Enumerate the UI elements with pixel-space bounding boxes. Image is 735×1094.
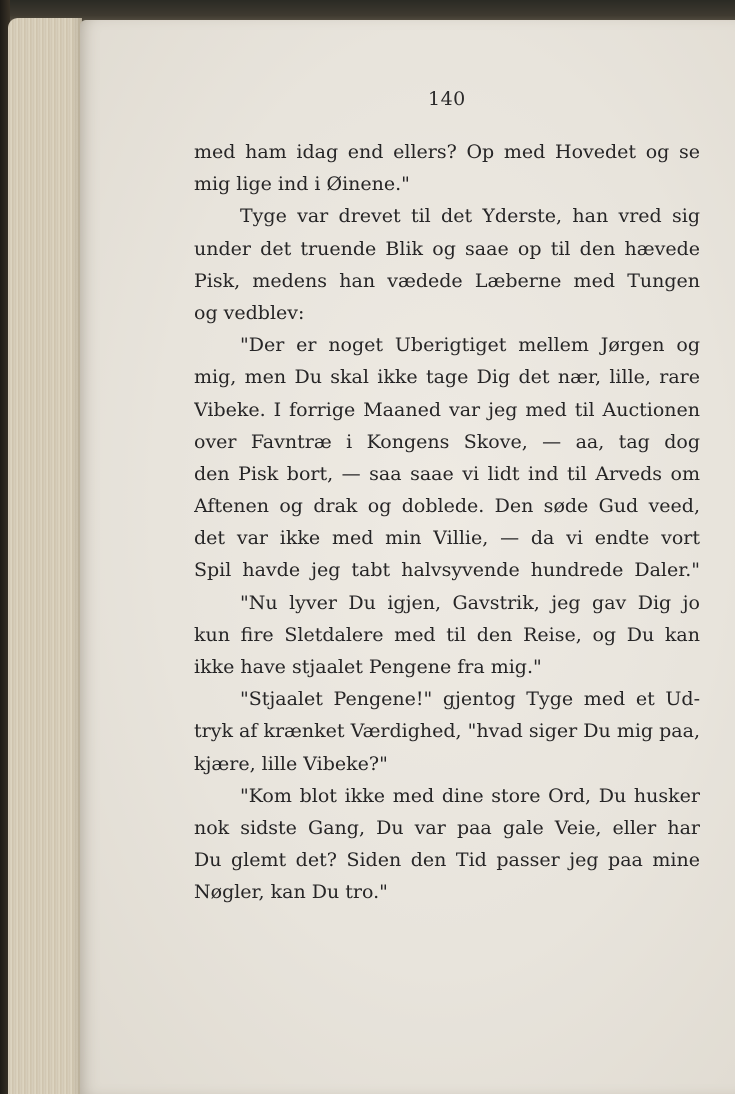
text-line: "Stjaalet Pengene!" gjentog Tyge med et Ud-	[240, 688, 700, 711]
text-line: kjære, lille Vibeke?"	[194, 752, 388, 775]
text-line: tryk af krænket Værdighed, "hvad siger Du mig paa,	[194, 720, 700, 743]
text-line: det var ikke med min Villie, — da vi endte vort	[194, 527, 700, 550]
text-line: kun fire Sletdalere med til den Reise, og Du kan	[194, 623, 700, 646]
text-line: og vedblev:	[194, 301, 305, 324]
text-line: ikke have stjaalet Pengene fra mig."	[194, 656, 542, 678]
book-top-edge	[0, 0, 735, 22]
text-line: over Favntræ i Kongens Skove, — aa, tag dog	[194, 430, 700, 453]
text-line: Du glemt det? Siden den Tid passer jeg paa mine	[194, 849, 700, 872]
text-line: Vibeke. I forrige Maaned var jeg med til Auctionen	[194, 398, 700, 421]
book-page	[80, 20, 735, 1094]
body-text	[194, 136, 700, 909]
text-line: "Der er noget Uberigtiget mellem Jørgen og	[240, 334, 700, 357]
text-line: den Pisk bort, — saa saae vi lidt ind til Arveds om	[194, 462, 700, 485]
text-line: mig lige ind i Øinene."	[194, 173, 410, 196]
text-line: Spil havde jeg tabt halvsyvende hundrede Daler."	[194, 559, 700, 582]
text-line: Aftenen og drak og doblede. Den søde Gud veed,	[194, 495, 700, 518]
text-line: nok sidste Gang, Du var paa gale Veie, eller har	[194, 816, 700, 839]
text-line: under det truende Blik og saae op til den hævede	[194, 237, 700, 260]
text-line: Nøgler, kan Du tro."	[194, 881, 388, 904]
text-line: Pisk, medens han vædede Læberne med Tungen	[194, 269, 700, 292]
text-line: Tyge var drevet til det Yderste, han vred sig	[240, 205, 700, 228]
text-line: mig, men Du skal ikke tage Dig det nær, lille, rare	[194, 366, 700, 389]
page-edges	[8, 18, 82, 1094]
text-line: "Kom blot ikke med dine store Ord, Du husker	[240, 784, 700, 807]
page-number: 140	[428, 88, 466, 110]
text-line: "Nu lyver Du igjen, Gavstrik, jeg gav Dig jo	[240, 591, 700, 614]
text-line: med ham idag end ellers? Op med Hovedet og se	[194, 141, 700, 163]
